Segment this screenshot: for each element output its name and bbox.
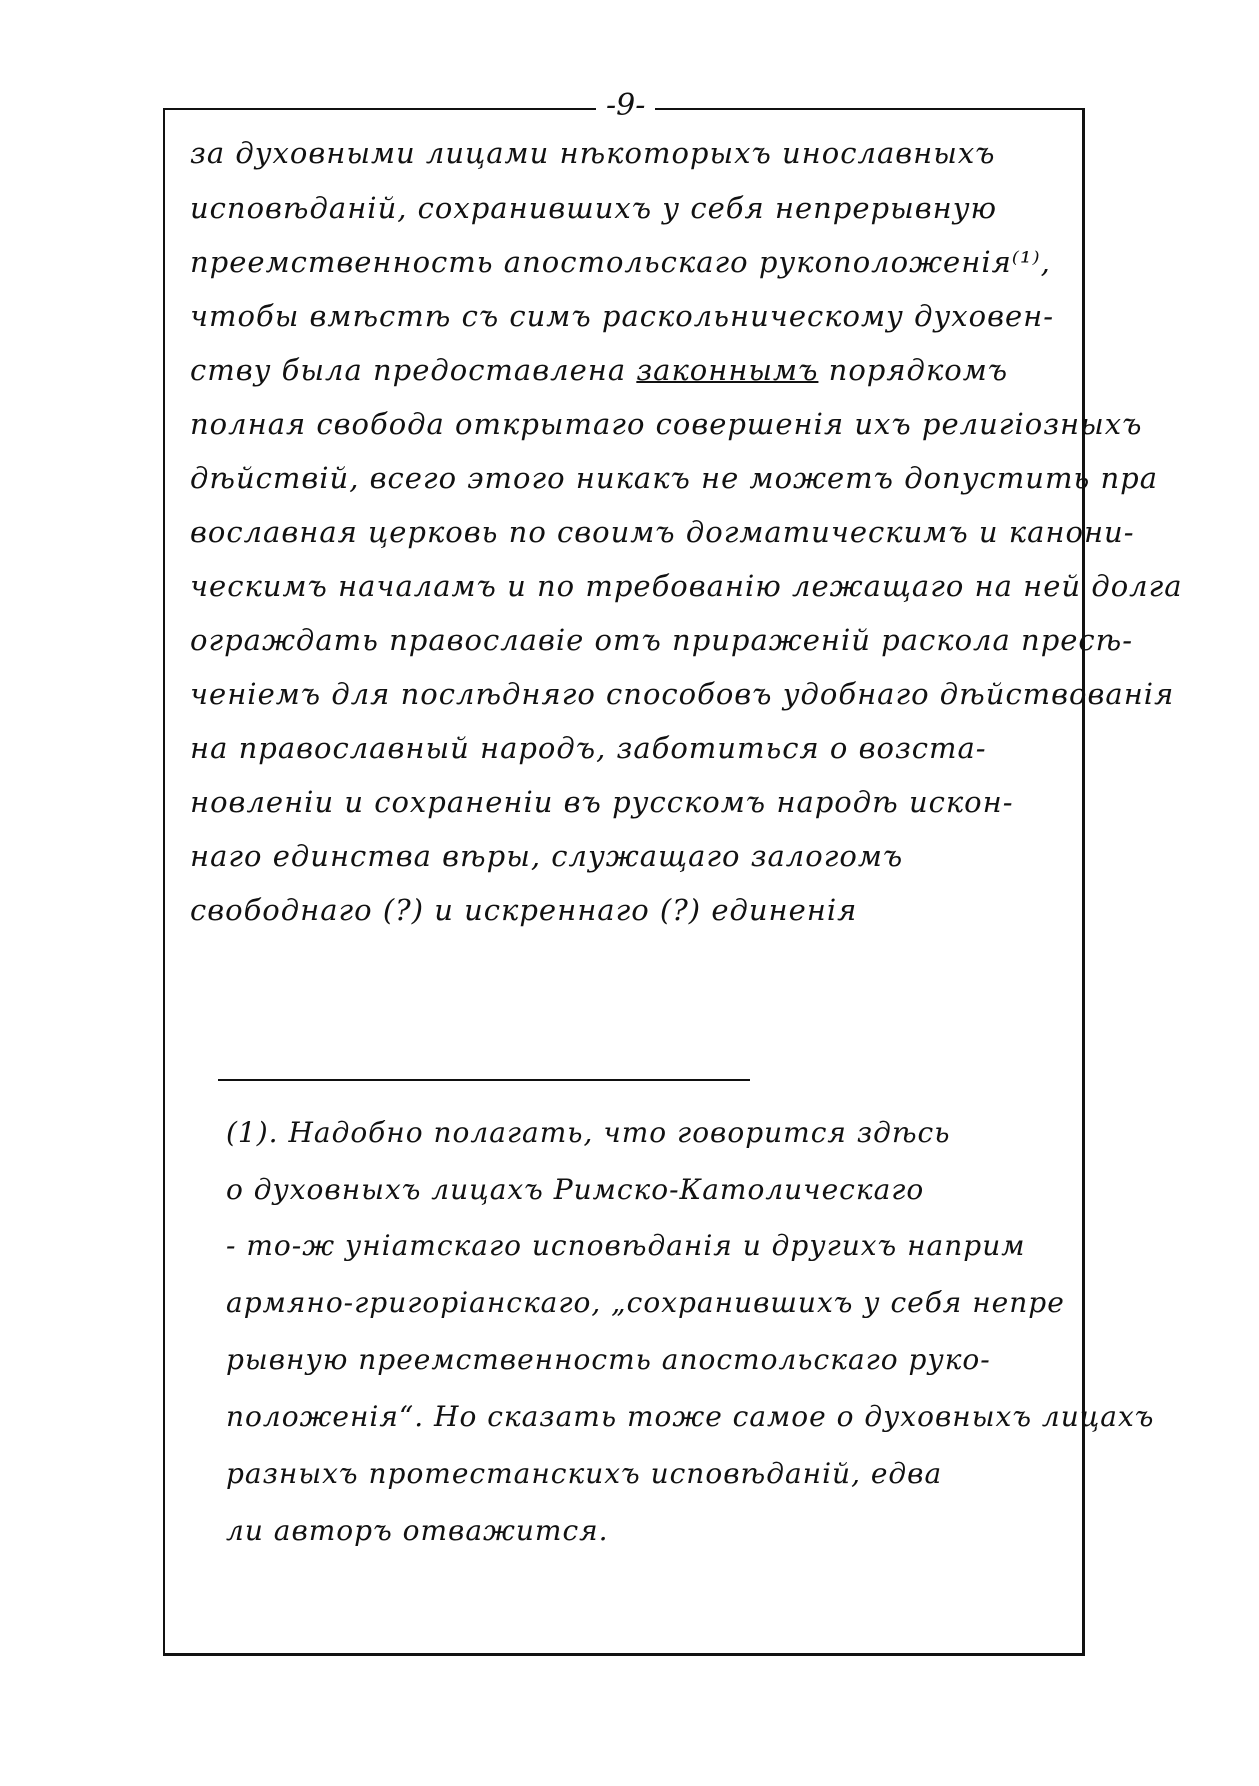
footnote-line: положенія“. Но сказать тоже самое о духовныхъ лицахъ: [226, 1400, 1155, 1433]
body-line: на православный народъ, заботиться о возста-: [190, 731, 987, 765]
body-line: [190, 350, 1070, 390]
body-line: ченіемъ для послѣдняго способовъ удобнаго дѣйствованія: [190, 677, 1175, 711]
footnote-separator: [218, 1079, 750, 1081]
body-line: вославная церковь по своимъ догматическимъ и канони-: [190, 515, 1135, 549]
body-line: ограждать православіе отъ прираженій раскола пресѣ-: [190, 623, 1134, 657]
footnote-line: о духовныхъ лицахъ Римско-Католическаго: [226, 1173, 925, 1206]
footnote-line: - то-ж уніатскаго исповѣданія и другихъ наприм: [226, 1229, 1026, 1262]
body-line: свободнаго (?) и искреннаго (?) единенія: [190, 893, 858, 927]
body-line: чтобы вмѣстѣ съ симъ раскольническому духовен-: [190, 299, 1055, 333]
footnote-line: ли авторъ отважится.: [226, 1514, 609, 1547]
body-line: наго единства вѣры, служащаго залогомъ: [190, 839, 904, 873]
footnote-line: (1). Надобно полагать, что говорится здѣсь: [226, 1116, 951, 1149]
footnote-line: разныхъ протестанскихъ исповѣданій, едва: [226, 1457, 943, 1490]
underlined-word: законнымъ: [636, 353, 819, 387]
body-line-part: ству была предоставлена: [190, 353, 637, 387]
footnote-line: армяно-григоріанскаго, „сохранившихъ у себя непре: [226, 1286, 1065, 1319]
body-line: исповѣданій, сохранившихъ у себя непрерывную: [190, 191, 998, 225]
body-line: преемственность апостольскаго рукоположенія⁽¹⁾,: [190, 245, 1051, 279]
footnote-line: рывную преемственность апостольскаго руко-: [226, 1343, 991, 1376]
body-line: дѣйствій, всего этого никакъ не можетъ допустить пра: [190, 461, 1159, 495]
body-line: новленіи и сохраненіи въ русскомъ народѣ искон-: [190, 785, 1014, 819]
body-line: ческимъ началамъ и по требованію лежащаго на ней долга: [190, 569, 1183, 603]
body-line-part: порядкомъ: [818, 353, 1009, 387]
page-number: -9-: [596, 88, 655, 123]
body-line: за духовными лицами нѣкоторыхъ инославныхъ: [190, 136, 996, 170]
body-line: полная свобода открытаго совершенія ихъ религіозныхъ: [190, 407, 1143, 441]
